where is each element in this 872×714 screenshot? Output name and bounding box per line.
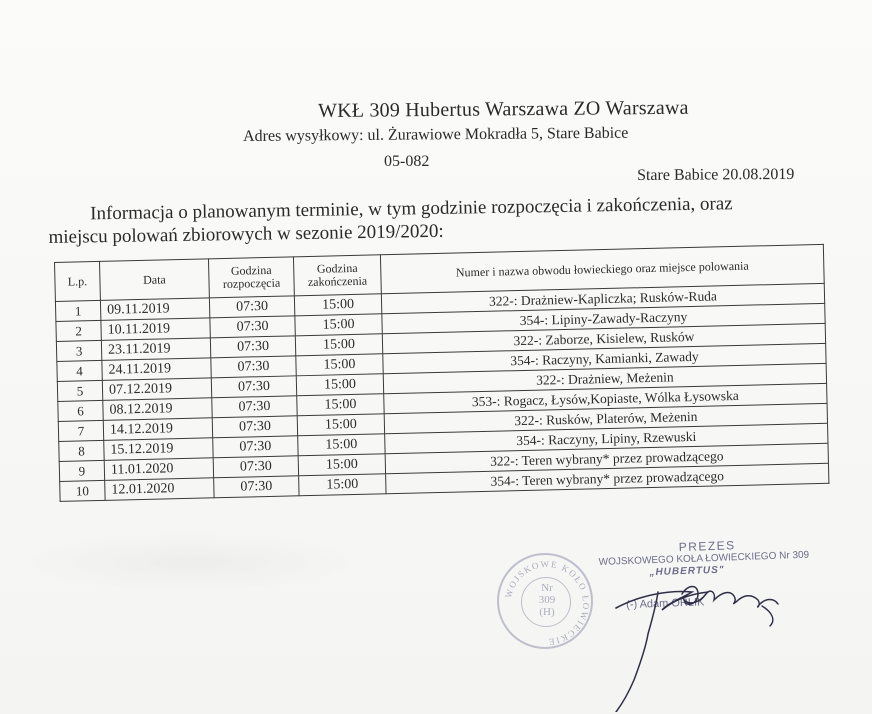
cell-end: 15:00 bbox=[295, 334, 382, 356]
cell-date: 23.11.2019 bbox=[101, 338, 210, 361]
cell-date: 14.12.2019 bbox=[103, 418, 212, 441]
header-start bbox=[208, 257, 294, 298]
cell-date: 10.11.2019 bbox=[101, 318, 210, 341]
seal-center-line-1: Nr bbox=[541, 582, 553, 594]
cell-start: 07:30 bbox=[211, 376, 296, 398]
cell-lp: 4 bbox=[57, 360, 102, 381]
cell-end: 15:00 bbox=[298, 434, 385, 456]
header-date: Data bbox=[99, 259, 209, 301]
cell-area: 354-: Raczyny, Lipiny, Rzewuski bbox=[385, 423, 828, 453]
cell-end: 15:00 bbox=[297, 414, 384, 436]
cell-area: 322-: Drażniew-Kapliczka; Rusków-Ruda bbox=[381, 283, 824, 313]
hunts-table bbox=[54, 244, 829, 502]
cell-area: 354-: Teren wybrany* przez prowadzącego bbox=[386, 463, 829, 493]
organization-address: Adres wysyłkowy: ul. Żurawiowe Mokradła 5, Stare Babice bbox=[243, 124, 629, 145]
organization-name: WKŁ 309 Hubertus Warszawa ZO Warszawa bbox=[318, 96, 689, 122]
cell-lp: 2 bbox=[56, 320, 101, 341]
header-lp: L.p. bbox=[55, 261, 101, 301]
cell-start: 07:30 bbox=[210, 336, 295, 358]
seal-center-line-2: 309 bbox=[538, 594, 556, 606]
cell-area: 322-: Teren wybrany* przez prowadzącego bbox=[385, 443, 828, 473]
cell-date: 07.12.2019 bbox=[102, 378, 211, 401]
cell-lp: 7 bbox=[58, 420, 103, 441]
cell-end: 15:00 bbox=[295, 314, 382, 336]
header-end-line-2: zakończenia bbox=[307, 273, 368, 290]
cell-end: 15:00 bbox=[297, 394, 384, 416]
seal-center-line-3: (H) bbox=[539, 606, 555, 618]
cell-start: 07:30 bbox=[212, 416, 297, 438]
cell-end: 15:00 bbox=[294, 294, 381, 316]
cell-date: 11.01.2020 bbox=[104, 458, 213, 481]
cell-lp: 6 bbox=[58, 400, 103, 421]
svg-text:WOJSKOWE KOŁO ŁOWIECKIE: WOJSKOWE KOŁO ŁOWIECKIE bbox=[503, 558, 592, 648]
handwritten-signature bbox=[612, 572, 812, 712]
intro-paragraph bbox=[48, 191, 809, 249]
intro-line-1: Informacja o planowanym terminie, w tym godzinie rozpoczęcia i zakończenia, oraz bbox=[90, 193, 733, 225]
cell-date: 12.01.2020 bbox=[105, 478, 214, 501]
cell-end: 15:00 bbox=[299, 474, 386, 496]
cell-start: 07:30 bbox=[211, 356, 296, 378]
cell-area: 354-: Lipiny-Zawady-Raczyny bbox=[382, 303, 825, 333]
header-area: Numer i nazwa obwodu łowieckiego oraz miejsce polowania bbox=[380, 244, 824, 293]
place-and-date: Stare Babice 20.08.2019 bbox=[637, 165, 795, 184]
president-person: (-) Adam ORLIK bbox=[625, 596, 705, 612]
postal-code: 05-082 bbox=[384, 153, 430, 170]
cell-start: 07:30 bbox=[212, 396, 297, 418]
hunts-table-wrapper bbox=[54, 244, 829, 502]
seal-center-text bbox=[499, 582, 595, 618]
cell-end: 15:00 bbox=[296, 354, 383, 376]
cell-area: 354-: Raczyny, Kamianki, Zawady bbox=[383, 343, 826, 373]
cell-date: 15.12.2019 bbox=[104, 438, 213, 461]
cell-lp: 3 bbox=[56, 340, 101, 361]
header-end-line-1: Godzina bbox=[316, 260, 358, 276]
president-unit: WOJSKOWEGO KOŁA ŁOWIECKIEGO Nr 309 bbox=[598, 549, 810, 568]
cell-date: 08.12.2019 bbox=[103, 398, 212, 421]
cell-area: 322-: Zaborze, Kisielew, Rusków bbox=[382, 323, 825, 353]
cell-lp: 1 bbox=[55, 300, 100, 321]
header-start-line-2: rozpoczęcia bbox=[222, 275, 281, 292]
club-round-seal bbox=[497, 553, 593, 649]
header-end bbox=[293, 255, 381, 296]
cell-start: 07:30 bbox=[213, 436, 298, 458]
intro-line-2: miejscu polowań zbiorowych w sezonie 2019/2020: bbox=[48, 220, 444, 248]
cell-end: 15:00 bbox=[298, 454, 385, 476]
cell-end: 15:00 bbox=[296, 374, 383, 396]
cell-date: 09.11.2019 bbox=[100, 298, 209, 321]
cell-start: 07:30 bbox=[210, 316, 295, 338]
header-start-line-1: Godzina bbox=[230, 262, 272, 278]
president-title: PREZES bbox=[678, 538, 736, 555]
cell-lp: 10 bbox=[60, 480, 105, 501]
cell-area: 322-: Drażniew, Meżenin bbox=[383, 363, 826, 393]
cell-start: 07:30 bbox=[209, 296, 294, 318]
cell-area: 353-: Rogacz, Łysów,Kopiaste, Wólka Łysowska bbox=[384, 383, 827, 413]
cell-date: 24.11.2019 bbox=[102, 358, 211, 381]
president-club: „HUBERTUS" bbox=[649, 564, 725, 579]
cell-area: 322-: Rusków, Platerów, Meżenin bbox=[384, 403, 827, 433]
cell-lp: 9 bbox=[59, 460, 104, 481]
cell-start: 07:30 bbox=[213, 456, 298, 478]
paper-smudge bbox=[20, 532, 360, 592]
cell-start: 07:30 bbox=[214, 476, 299, 498]
cell-lp: 5 bbox=[57, 380, 102, 401]
cell-lp: 8 bbox=[59, 440, 104, 461]
